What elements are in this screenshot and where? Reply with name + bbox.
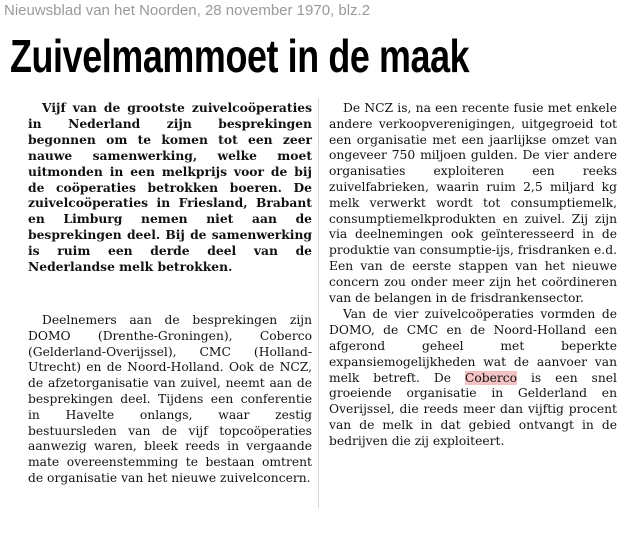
- newspaper-caption: Nieuwsblad van het Noorden, 28 november 1970, blz.2: [4, 2, 371, 19]
- column-divider: [318, 98, 319, 508]
- article-right-column: [329, 101, 617, 450]
- paragraph-text-before: Van de vier zuivelcoöperaties vormden de DOMO, de CMC en de Noord-Holland een afgerond geheel met beperkte expansiemogelijkheden wat de aanvoer van melk betreft. De: [329, 307, 617, 385]
- body-paragraph-right-1: De NCZ is, na een recente fusie met enkele andere verkoopverenigingen, uitgegroeid tot een organisatie met een jaarlijkse omzet van ongeveer 750 miljoen gulden. De vier andere organisaties exploiteren een reeks zuivelfabrieken, waarin ruim 2,5 miljard kg melk verwerkt wordt tot consumptiemelk, consumptiemelkprodukten en zuivel. Zij zijn via deelnemingen ook geïnteresseerd in de produktie van consumptie-ijs, frisdranken e.d. Een van de eerste stappen van het nieuwe concern zou onder meer zijn het coördineren van de belangen in de frisdrankensector.: [329, 101, 617, 305]
- body-paragraph-right-2: [329, 307, 617, 449]
- lead-paragraph: Vijf van de grootste zuivelcoöperaties in Nederland zijn besprekingen begonnen om te komen tot een zeer nauwe samenwerking, welke moet uitmonden in een melkprijs voor de bij de coöperaties betrokken boeren. De zuivelcoöperaties in Friesland, Brabant en Limburg nemen niet aan de besprekingen deel. Bij de samenwerking is ruim een derde deel van de Nederlandse melk betrokken.: [28, 100, 312, 275]
- article-left-column: [22, 100, 312, 487]
- body-paragraph-left: Deelnemers aan de besprekingen zijn DOMO (Drenthe-Groningen), Coberco (Gelderland-Overijssel), CMC (Holland-Utrecht) en de Noord-Holland. Ook de NCZ, de afzetorganisatie van zuivel, neemt aan de besprekingen deel. Tijdens een conferentie in Havelte onlangs, waar zestig bestuursleden van de vijf topcoöperaties aanwezig waren, bleek reeds in vergaande mate overeenstemming te bestaan omtrent de organisatie van het nieuwe zuivelconcern.: [28, 312, 312, 485]
- paragraph-text-after: is een snel groeiende organisatie in Gelderland en Overijssel, die reeds meer dan vijftig procent van de melk in dat gebied ontvangt in de bedrijven die zij exploiteert.: [329, 370, 617, 448]
- highlighted-term: Coberco: [464, 370, 518, 385]
- headline: Zuivelmammoet in de maak: [10, 30, 470, 82]
